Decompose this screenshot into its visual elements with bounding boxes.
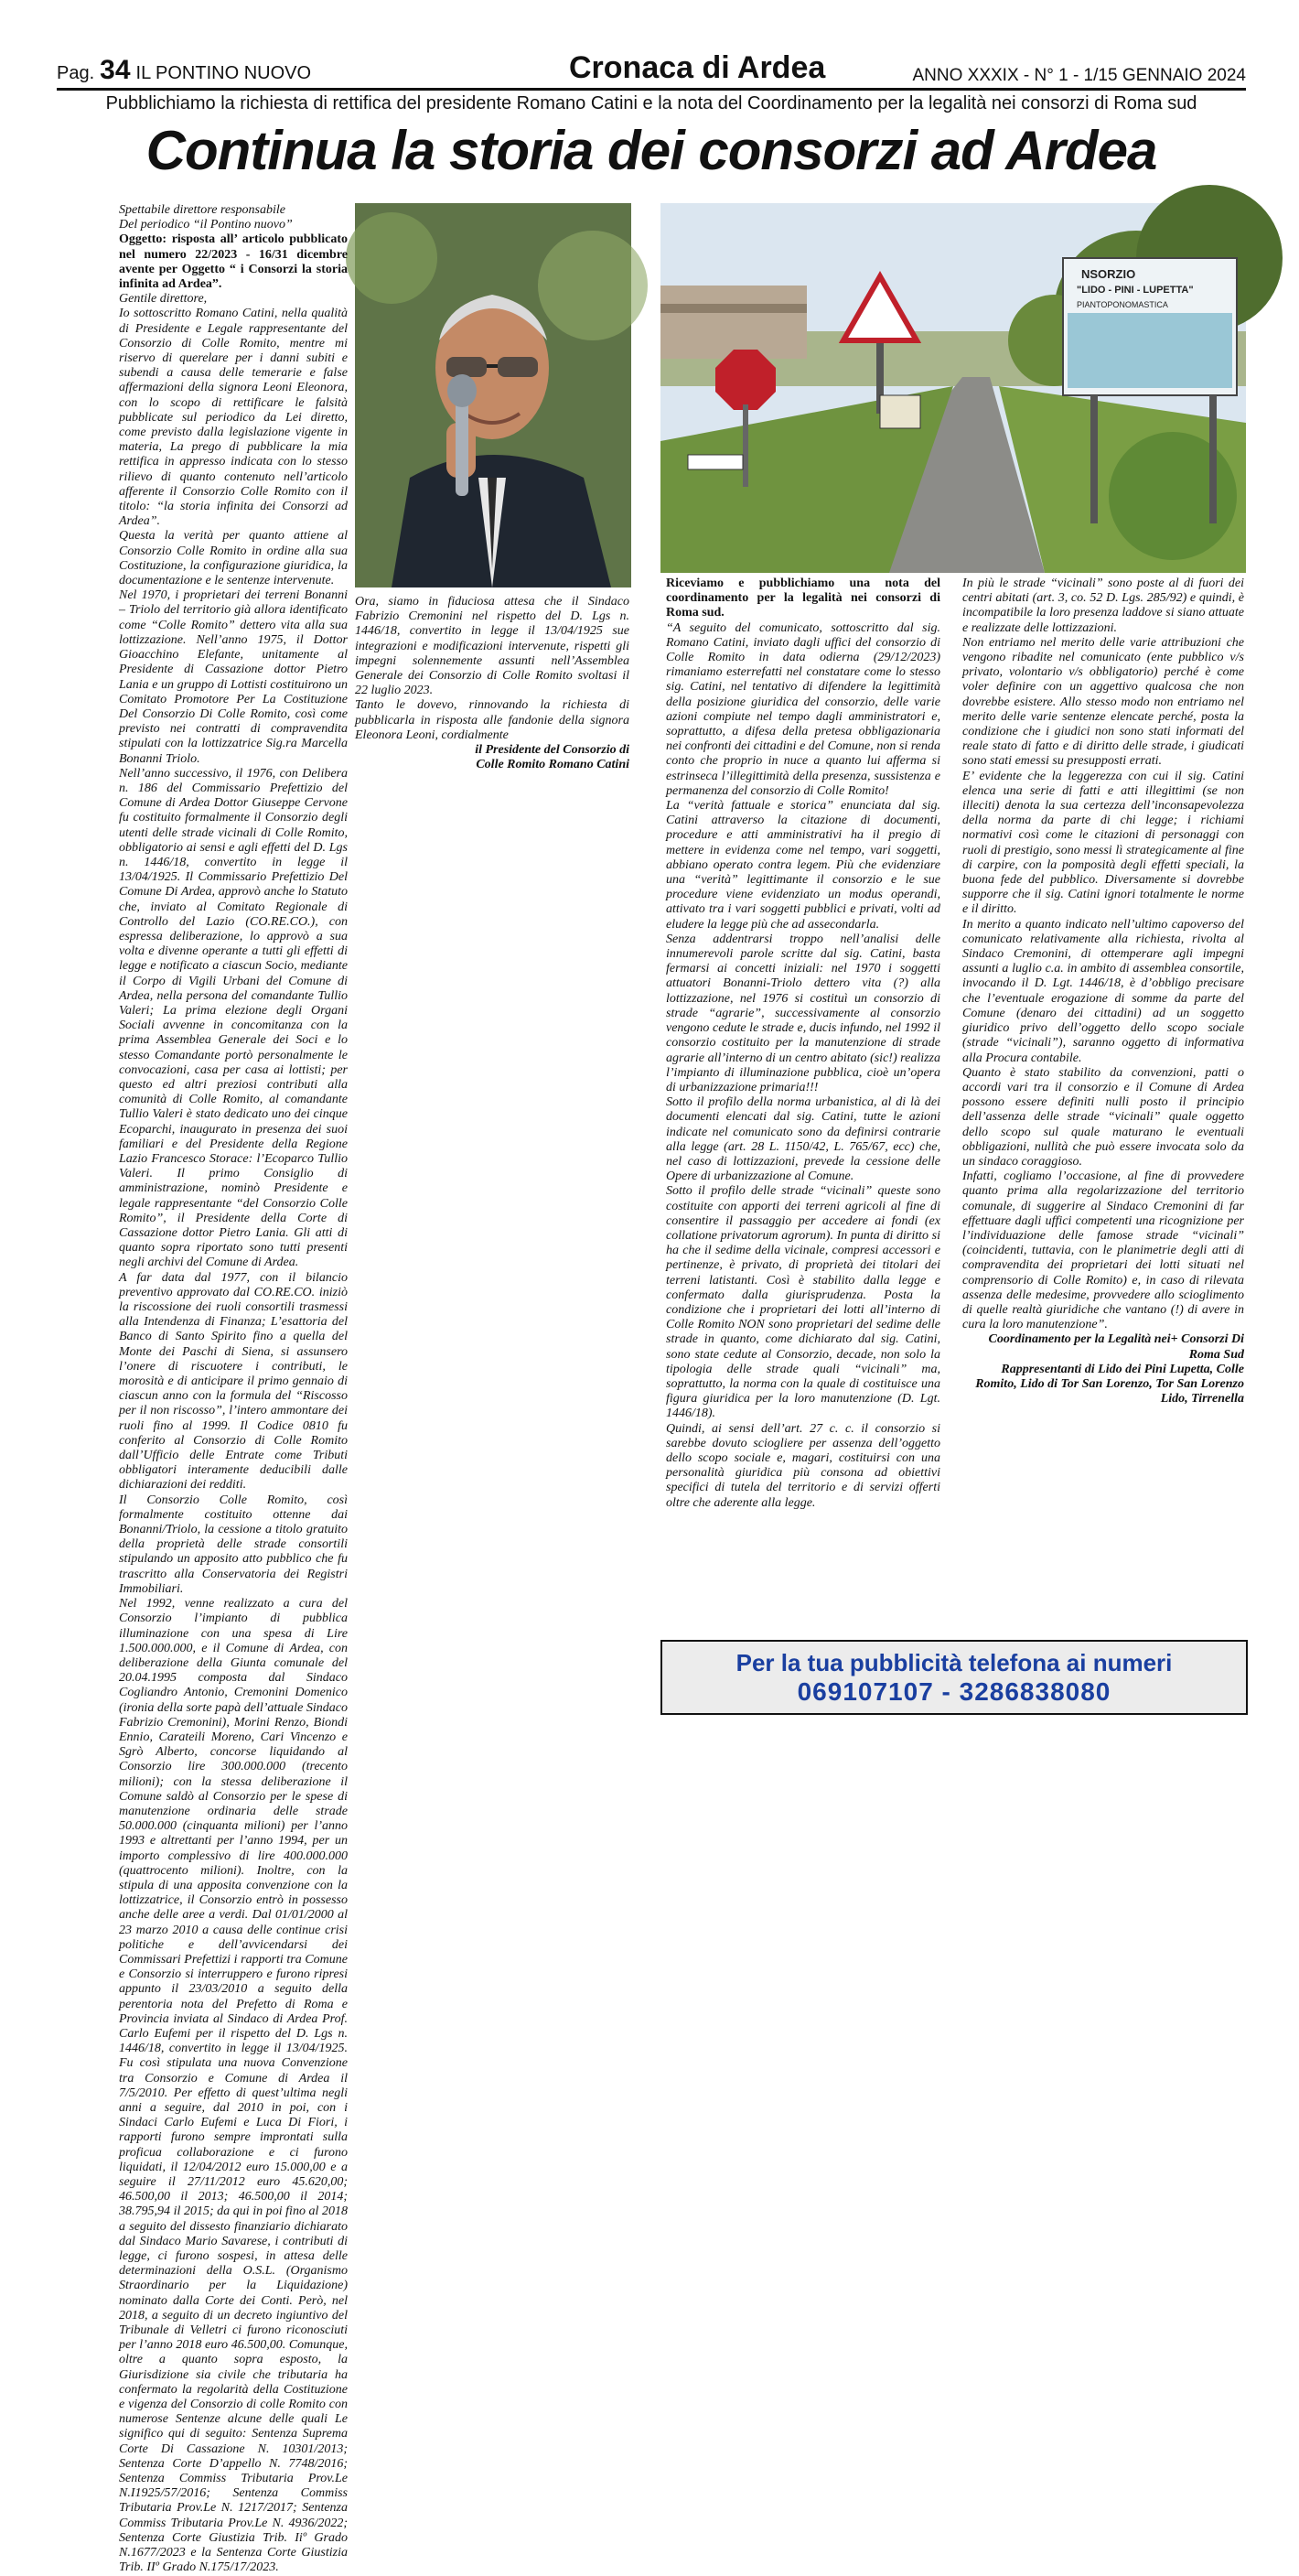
issue-info: ANNO XXXIX - N° 1 - 1/15 GENNAIO 2024 <box>912 66 1246 85</box>
letter-paragraph: Nel 1992, venne realizzato a cura del Consorzio l’impianto di pubblica illuminazione con una spesa di Lire 1.500.000.000, e il Comune di Ardea, con deliberazione della Giunta comunale del 20.04.1995 composta dal Sindaco Cogliandro Antonio, Cremonini Domenico (ironia della sorte papà dell’attuale Sindaco Fabrizio Cremonini), Morini Renzo, Biondi Ennio, Carateili Moreno, Cari Vincenzo e Sgrò Alberto, concorse liquidando al Consorzio lire 300.000.000 (trecento milioni); con la stessa deliberazione il Comune saldò al Consorzio per le spese di manutenzione ordinaria delle strade 50.000.000 (cinquanta milioni) per l’anno 1993 e altrettanti per l’anno 1994, per un importo complessivo di lire 400.000.000 (quattrocento milioni). Inoltre, con la stipula di una apposita convenzione con la lottizzatrice, il Consorzio entrò in possesso anche delle aree a verdi. Dal 01/01/2000 al 23 marzo 2010 a causa delle continue crisi politiche e dell’avvicendarsi dei Commissari Prefettizi i rapporti tra Comune e Consorzio si interruppero e furono ripresi appunto il 23/03/2010 a seguito della perentoria nota del Prefetto di Roma e Provincia inviata al Sindaco di Ardea Prof. Carlo Eufemi per il rispetto del D. Lgs n. 1446/18, convertito in legge il 13/04/1925. Fu così stipulata una nuova Convenzione tra Consorzio e Comune di Ardea il 7/5/2010. Per effetto di quest’ultima negli anni a seguire, dal 2010 in poi, con i Sindaci Carlo Eufemi e Luca Di Fiori, i rapporti furono sempre improntati sulla proficua collaborazione e ci furono liquidati, il 12/04/2012 euro 15.000,00 e a seguire il 27/11/2012 euro 45.620,00; 46.500,00 il 2013; 46.500,00 il 2014; 38.795,94 il 2015; da qui in poi fino al 2018 a seguito del dissesto finanziario dichiarato dal Sindaco Mario Savarese, i contributi di legge, ci furono sospesi, in attesa delle determinazioni della O.S.L. (Organismo Straordinario per la Liquidazione) nominato dalla Corte dei Conti. Però, nel 2018, a seguito di un decreto ingiuntivo del Tribunale di Velletri ci furono riconosciuti per l’anno 2018 euro 46.500,00. Comunque, oltre a quanto sopra esposto, la Giurisdizione sia civile che tributaria ha confermato la regolarità della Costituzione e vigenza del Consorzio di colle Romito con numerose Sentenze alcune delle quali Le significo qui di seguito: Sentenza Suprema Corte Di Cassazione N. 10301/2013; Sentenza Corte D’appello N. 7748/2016; Sentenza Commiss Tributaria Prov.Le N.I1925/57/2016; Sentenza Commiss Tributaria Prov.Le N. 1217/2017; Sentenza Commiss Tributaria Prov.Le N. 4936/2022; Sentenza Corte Giustizia Trib. Iiº Grado N.1677/2023 e la Sentenza Corte Giustizia Trib. IIº Grado N.175/17/2023. <box>119 1597 348 2575</box>
note-column-2 <box>962 577 1244 1629</box>
letter-column-2 <box>355 595 629 1772</box>
page-header <box>57 50 1246 91</box>
note-paragraph: Quindi, ai sensi dell’art. 27 c. c. il consorzio si sarebbe dovuto sciogliere per assenza dell’oggetto dello scopo sociale e, magari, costituirsi con una personalità giuridica più consona ad obiettivi specifici di tutela del territorio e di servizi offerti oltre che aderente alla legge. <box>666 1421 940 1510</box>
letter-paragraph: Nel 1970, i proprietari dei terreni Bonanni – Triolo del territorio già allora identificato come “Colle Romito” dettero vita alla sua lottizzazione. Nell’anno 1975, il Dottor Gioacchino Elefante, unitamente al Presidente di Cassazione dottor Pietro Lania e un gruppo di Lottisti costituirono un Comitato Promotore Per La Costituzione Del Consorzio Di Colle Romito, così come previsto nei contratti di compravendita stipulati con la lottizzatrice Sig.ra Marcella Bonanni Triolo. <box>119 588 348 766</box>
section-title: Cronaca di Ardea <box>569 50 826 85</box>
note-signature-2: Rappresentanti di Lido dei Pini Lupetta, Colle Romito, Lido di Tor San Lorenzo, Tor San Lorenzo Lido, Tirrenella <box>975 1362 1244 1407</box>
sign-line-1: NSORZIO <box>1081 267 1136 281</box>
letter-paragraph: Nell’anno successivo, il 1976, con Delibera n. 186 del Commissario Prefettizio del Comune di Ardea Dottor Giuseppe Cervone fu costituito formalmente il Consorzio degli utenti delle strade vicinali di Colle Romito, obbligatorio ai sensi e agli effetti del D. Lgs n. 1446/18, convertito in legge il 13/04/1925. Il Commissario Prefettizio Del Comune Di Ardea, approvò anche lo Statuto che, inviato al Comitato Regionale di Controllo del Lazio (CO.RE.CO.), con espressa deliberazione, lo approvò a sua volta e divenne operante a tutti gli effetti di legge e notificato a ciascun Socio, mediante il Corpo di Vigili Urbani del Comune di Ardea, nella persona del comandante Tullio Valeri; La prima elezione degli Organi Sociali avvenne in concomitanza con la prima Assemblea Generale dei Soci e lo stesso Comandante portò personalmente le convocazioni, casa per casa ai lottisti; per questo ed altri preziosi contributi alla comunità di Colle Romito, al comandante Tullio Valeri è stato dedicato uno dei cinque Ecoparchi, inaugurato in presenza dei suoi familiari e del Presidente della Regione Lazio Francesco Storace: l’Ecoparco Tullio Valeri. Il primo Consiglio di amministrazione, nominò Presidente e legale rappresentante “del Consorzio Colle Romito”, il Presidente della Corte di Cassazione dottor Pietro Lania. Gli atti di quanto sopra riportato sono tutti presenti negli archivi del Comune di Ardea. <box>119 766 348 1270</box>
note-paragraph: Sotto il profilo delle strade “vicinali” queste sono costituite con apporti dei terreni agricoli al fine di consentire il passaggio per accedere ai fondi (ex collatione privatorum agrorum). In punta di diritto si ha che il sedime della vicinale, compresi accessori e pertinenze, è privato, di proprietà dei titolari dei terreni latistanti. Così è stabilito dalla legge e confermato dalla giurisprudenza. Posta la condizione che i proprietari dei lotti all’interno di Colle Romito NON sono proprietari del sedime delle strade in quanto, come dichiarato dal sig. Catini, sono state cedute al Consorzio, decade, non solo la tipologia delle strade quali “vicinali” ma, soprattutto, la norma con la quale di costituisce una figura giuridica per la loro manutenzione (D. Lgt. 1446/18). <box>666 1184 940 1421</box>
page-number: 34 <box>100 55 131 85</box>
note-column-1 <box>666 577 940 1629</box>
letter-column-1 <box>119 203 348 2575</box>
note-paragraph: Senza addentrarsi troppo nell’analisi delle innumerevoli parole scritte dal sig. Catini, basta fermarsi ai concetti iniziali: nel 1970 i soggetti attuatori Bonanni-Triolo dettero vita (?) alla lottizzazione, nel 1976 si costituì un consorzio di strade “agrarie”, successivamente al consorzio vengono cedute le strade e, ducis infundo, nel 1992 il consorzio costituito per la manutenzione di strade agrarie all’interno di un centro abitato (sic!) realizza l’impianto di illuminazione pubblica, cioè un’opera di urbanizzazione primaria!!! <box>666 932 940 1094</box>
letter-subject: Oggetto: risposta all’ articolo pubblicato nel numero 22/2023 - 16/31 dicembre avente per Oggetto “ i Consorzi la storia infinita ad Ardea”. <box>119 232 348 292</box>
letter-signature-2: Colle Romito Romano Catini <box>476 758 629 772</box>
note-paragraph: Sotto il profilo della norma urbanistica, al di là dei documenti elencati dal sig. Catini, tutte le azioni indicate nel comunicato sono da definirsi contrarie alla legge (art. 28 L. 1150/42, L. 765/67, ecc) che, nel caso di lottizzazioni, prevede la cessione delle Opere di urbanizzazione al Comune. <box>666 1095 940 1184</box>
speaker-illustration <box>355 203 631 587</box>
paper-name: IL PONTINO NUOVO <box>135 63 312 83</box>
ad-line-1: Per la tua pubblicità telefona ai numeri <box>735 1649 1173 1676</box>
sign-line-2: "LIDO - PINI - LUPETTA" <box>1077 285 1194 296</box>
ad-phone-numbers: 069107107 - 3286838080 <box>797 1677 1111 1706</box>
letter-salutation-2: Del periodico “il Pontino nuovo” <box>119 218 293 232</box>
letter-paragraph: A far data dal 1977, con il bilancio preventivo approvato dal CO.RE.CO. iniziò la riscossione dei ruoli consortili trasmessi alla Intendenza di Finanza; L’esattoria del Banco di Santo Spirito fino a quella del Monte dei Paschi di Siena, si assunsero l’onere di riscuotere i contributi, le morosità e di anticipare il primo gennaio di ciascun anno con la formula del “Riscosso per il non riscosso”, l’intero ammontare dei ruoli fino al 1999. Il Codice 0810 fu conferito al Consorzio di Colle Romito dall’Ufficio delle Entrate come Tributi obbligatori interamente deducibili dalle dichiarazioni dei redditi. <box>119 1270 348 1493</box>
note-signature-1: Coordinamento per la Legalità nei+ Consorzi Di Roma Sud <box>988 1332 1244 1362</box>
headline: Continua la storia dei consorzi ad Ardea <box>145 120 1157 181</box>
note-paragraph: E’ evidente che la leggerezza con cui il sig. Catini elenca una serie di fatti e atti illegittimi (se non illeciti) denota la sua certezza dell’inconsapevolezza della norma da parte di chi legge; i richiami normativi così come le citazioni di personaggi con ruoli di prestigio, sono messi lì strategicamente al fine di carpire, con la pomposità degli effetti speciali, la buona fede del pubblico. Diversamente si dovrebbe supporre che il sig. Catini ignori totalmente le norme e il diritto. <box>962 769 1244 917</box>
note-paragraph: “A seguito del comunicato, sottoscritto dal sig. Romano Catini, inviato dagli uffici del consorzio di Colle Romito in data odierna (29/12/2023) rimaniamo esterrefatti nel constatare come lo stesso sig. Catini, nel tentativo di difendere la legittimità della posizione giuridica del consorzio, delle varie azioni compiute nel tempo dagli amministratori e, soprattutto, a difesa della pretesa obbligazionaria nei confronti dei cittadini e del Comune, non si renda conto che proprio in nuce a quanto lui afferma si estrinseca l’illegittimità della presenza, sussistenza e permanenza del consorzio di Colle Romito! <box>666 620 940 798</box>
advertising-box <box>660 1640 1248 1715</box>
page-label: Pag. <box>57 63 95 83</box>
speaker-photo <box>355 203 631 587</box>
letter-paragraph: Questa la verità per quanto attiene al Consorzio Colle Romito in ordine alla sua Costituzione, la configurazione giuridica, la documentazione e le sentenze intervenute. <box>119 529 348 588</box>
street-illustration <box>660 203 1246 573</box>
note-paragraph: Infatti, cogliamo l’occasione, al fine di provvedere quanto prima alla regolarizzazione del territorio comunale, di suggerire al Sindaco Cremonini di far effettuare dagli uffici competenti una ricognizione per l’individuazione delle famose strade “vicinali” (coincidenti, tuttavia, con le planimetrie degli atti di compravendita dei proprietari dei lotti situati nel comprensorio di Colle Romito) e, in caso di rilevata assenza delle medesime, provvedere allo scioglimento di quelle realtà giuridiche che vantano (!) di avere in cura la loro manutenzione”. <box>962 1169 1244 1332</box>
letter-salutation-1: Spettabile direttore responsabile <box>119 203 285 217</box>
note-caption: Riceviamo e pubblichiamo una nota del coordinamento per la legalità nei consorzi di Roma sud. <box>666 577 940 620</box>
note-paragraph: Quanto è stato stabilito da convenzioni, patti o accordi vari tra il consorzio e il Comune di Ardea possono essere definiti nulli posto il principio dell’assenza delle strade “vicinali” quale oggetto dello scopo sul quale maturano le eventuali obbligazioni, nullità che può essere invocata solo da un sindaco coraggioso. <box>962 1065 1244 1169</box>
letter-paragraph: Tanto le dovevo, rinnovando la richiesta di pubblicarla in risposta alle fandonie della signora Eleonora Leoni, cordialmente <box>355 698 629 742</box>
note-paragraph: In più le strade “vicinali” sono poste al di fuori dei centri abitati (art. 3, co. 52 D. Lgs. 285/92) e quindi, è incompatibile la loro presenza laddove si siano attuate e realizzate delle lottizzazioni. <box>962 577 1244 635</box>
letter-paragraph: Il Consorzio Colle Romito, così formalmente costituito ottenne dai Bonanni/Triolo, la cessione a titolo gratuito della proprietà delle strade consortili stipulando un apposito atto pubblico che fu trascritto alla Conservatoria dei Registri Immobiliari. <box>119 1493 348 1596</box>
letter-signature-1: il Presidente del Consorzio di <box>475 743 629 758</box>
note-paragraph: Non entriamo nel merito delle varie attribuzioni che vengono ribadite nel comunicato (ente pubblico v/s privato, volontario v/s obbligatorio) perché è come voler definire con un aggettivo qualcosa che non dovrebbe esistere. Allo stesso modo non entriamo nel merito delle varie sentenze elencate perché, posta la condizione che i giudici non sono stati informati del reale stato di fatto e di diritto delle strade, i giudicati sono stati emessi su presupposti errati. <box>962 635 1244 769</box>
letter-greeting: Gentile direttore, <box>119 292 208 307</box>
letter-paragraph: Ora, siamo in fiduciosa attesa che il Sindaco Fabrizio Cremonini nel rispetto del D. Lgs n. 1446/18, convertito in legge il 13/04/1925 sue integrazioni e modificazioni intervenute, rispetti gli impegni solennemente assunti nell’Assemblea Generale dei Consorzio di Colle Romito svoltasi il 22 luglio 2023. <box>355 595 629 698</box>
letter-paragraph: Io sottoscritto Romano Catini, nella qualità di Presidente e Legale rappresentante del Consorzio di Colle Romito, mentre mi riservo di querelare per i danni subiti e subendi a causa delle temerarie e false affermazioni della signora Leoni Eleonora, con lo scopo di rettificare le falsità pubblicate sul periodico da Lei diretto, come previsto dalla legislazione vigente in materia, La prego di pubblicare la mia rettifica in appresso indicata con lo stesso rilievo di quanto contenuto nell’articolo afferente il Consorzio Colle Romito con il titolo: “la storia infinita dei Consorzi ad Ardea”. <box>119 307 348 529</box>
sign-line-3: PIANTOPONOMASTICA <box>1077 300 1168 309</box>
subheadline: Pubblichiamo la richiesta di rettifica del presidente Romano Catini e la nota del Coordinamento per la legalità nei consorzi di Roma sud <box>105 93 1197 113</box>
note-paragraph: In merito a quanto indicato nell’ultimo capoverso del comunicato relativamente alla richiesta, rivolta al Sindaco Cremonini, di ottemperare agli impegni assunti a luglio c.a. in ambito di assemblea consortile, invocando il D. Lgt. 1446/18, è d’obbligo precisare che l’eventuale erogazione di somme da parte del Comune (denaro dei cittadini) ad un soggetto giuridico privo dell’oggetto dello scopo sociale (strade “vicinali”), saranno oggetto di informativa alla Procura contabile. <box>962 917 1244 1065</box>
page-number-block <box>57 55 311 86</box>
street-photo <box>660 203 1246 573</box>
note-paragraph: La “verità fattuale e storica” enunciata dal sig. Catini attraverso la citazione di documenti, procedure e atti amministrativi ha il pregio di mettere in evidenza come nel tempo, vari soggetti, abbiano operato contra legem. Più che evidenziare una “verità” legittimante il consorzio e le sue procedure viene evidenziato un modus operandi, attivato tra i vari soggetti pubblici e privati, volti ad eludere la legge più che ad assecondarla. <box>666 799 940 932</box>
